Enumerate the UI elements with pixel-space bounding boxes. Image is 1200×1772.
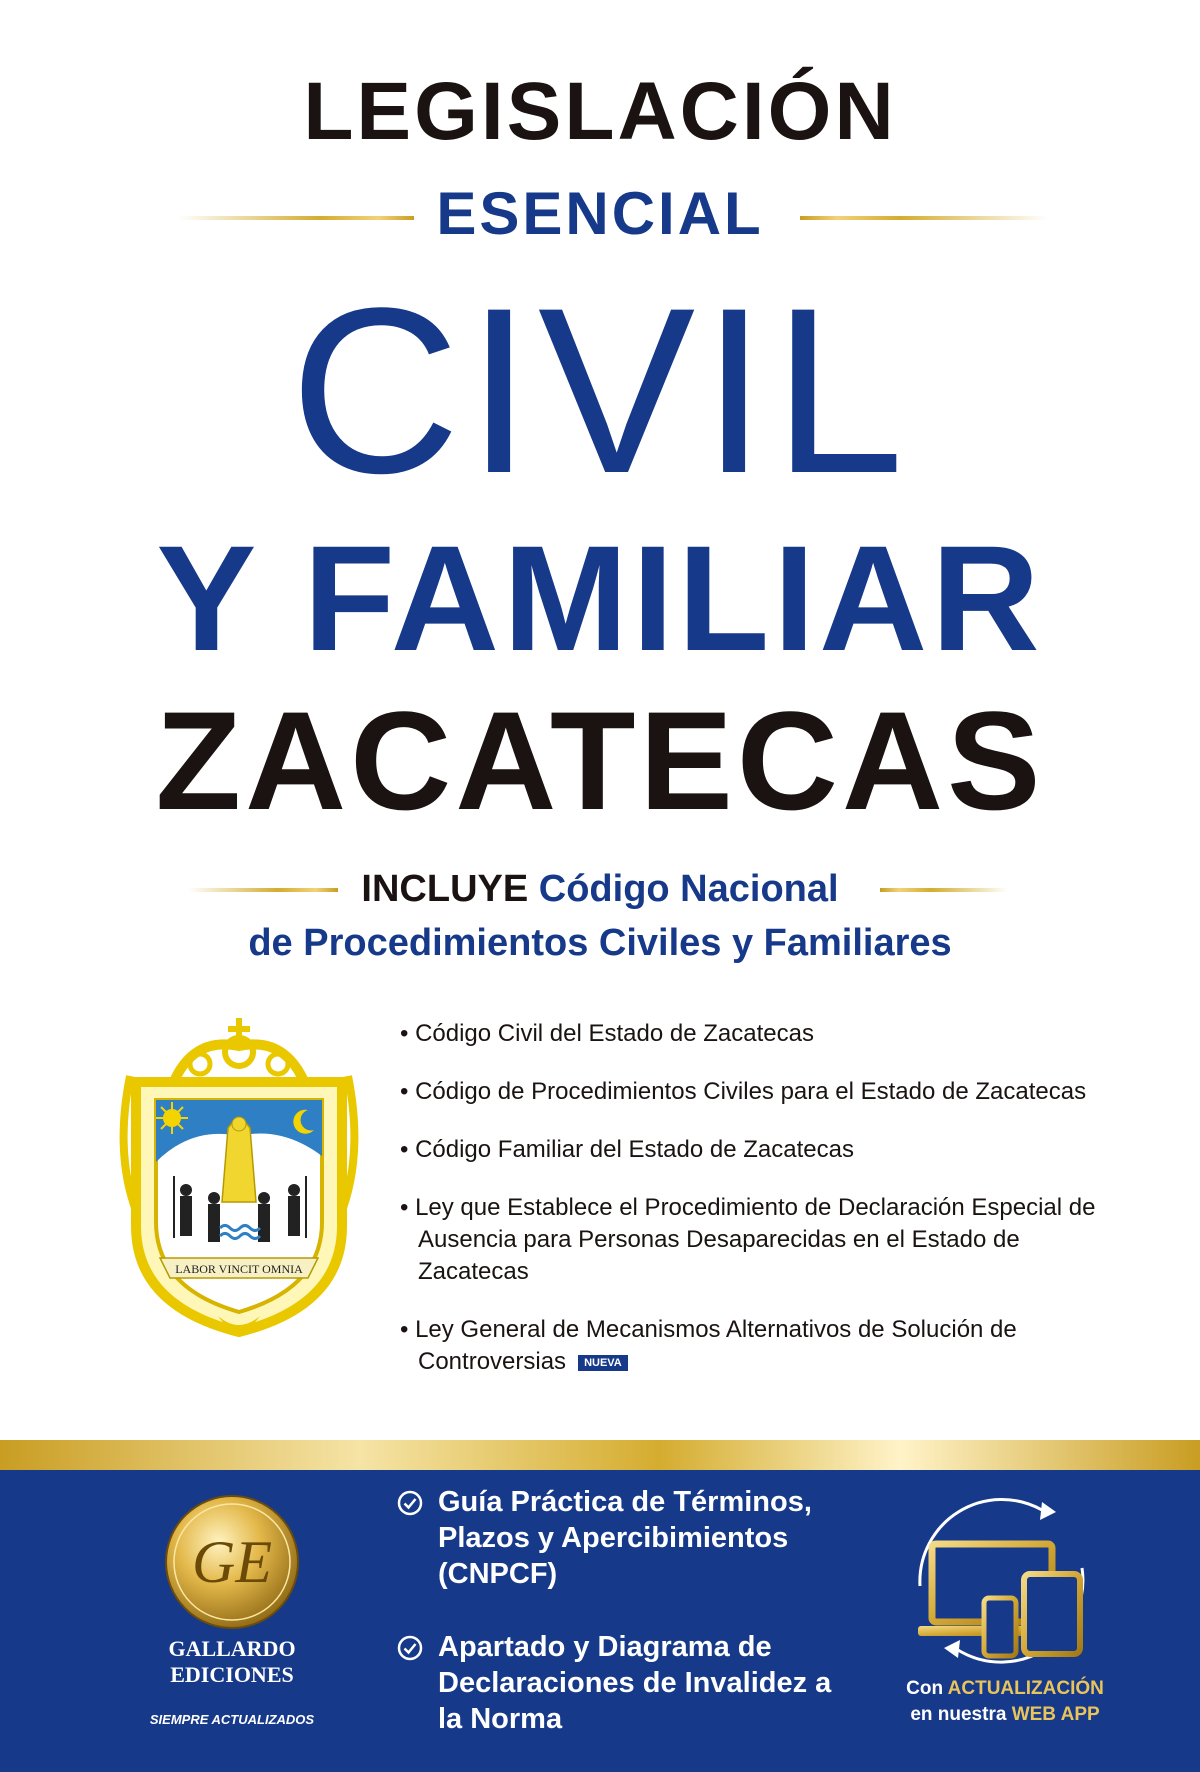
feature-guia	[400, 1484, 840, 1592]
gold-band	[0, 1440, 1200, 1470]
publisher-slogan: SIEMPRE ACTUALIZADOS	[149, 1712, 315, 1727]
publisher-name-line2: EDICIONES	[170, 1662, 294, 1687]
state-title: ZACATECAS	[155, 682, 1045, 839]
feature-apartado-text: Apartado y Diagrama de Declaraciones de Invalidez a la Norma	[438, 1631, 832, 1735]
list-item: • Ley que Establece el Procedimiento de Declaración Especial de Ausencia para Personas Desaparecidas en el Estado de Zacatecas	[400, 1194, 1096, 1285]
contents-list	[400, 1018, 1110, 1404]
feature-guia-text: Guía Práctica de Términos, Plazos y Apercibimientos (CNPCF)	[438, 1486, 812, 1590]
webapp-web-app: WEB APP	[1011, 1704, 1100, 1725]
publisher-logo-letters: GE	[192, 1529, 272, 1595]
feature-apartado	[400, 1629, 840, 1737]
publisher-name	[120, 1636, 344, 1688]
gold-divider-right	[800, 216, 1048, 220]
webapp-caption-line1	[870, 1676, 1140, 1702]
devices-sync-icon	[892, 1482, 1108, 1674]
webapp-actualizacion: ACTUALIZACIÓN	[947, 1678, 1104, 1699]
list-item	[400, 1314, 1110, 1378]
coat-of-arms-motto: LABOR VINCIT OMNIA	[175, 1262, 303, 1276]
check-circle-icon	[397, 1635, 423, 1661]
series-title: LEGISLACIÓN	[303, 66, 897, 157]
webapp-caption-line2	[870, 1702, 1140, 1728]
publisher-logo-icon	[164, 1494, 300, 1630]
main-title-familiar: Y FAMILIAR	[156, 514, 1044, 682]
new-badge: NUEVA	[578, 1355, 628, 1371]
list-item: • Código Familiar del Estado de Zacatecas	[400, 1136, 854, 1163]
webapp-con: Con	[906, 1678, 944, 1699]
check-circle-icon	[397, 1490, 423, 1516]
edition-title: ESENCIAL	[436, 180, 764, 247]
coat-of-arms	[112, 1016, 372, 1356]
incluye-prefix: INCLUYE	[361, 868, 529, 910]
webapp-caption	[870, 1676, 1140, 1728]
main-title-civil: CIVIL	[289, 259, 911, 523]
incluye-code-name: Código Nacional	[538, 868, 839, 910]
list-item-text: • Ley General de Mecanismos Alternativos de Solución de Controversias	[400, 1316, 1017, 1375]
list-item: • Código Civil del Estado de Zacatecas	[400, 1020, 814, 1047]
gold-divider-incluye-right	[880, 888, 1008, 892]
incluye-subheading: de Procedimientos Civiles y Familiares	[248, 922, 952, 964]
webapp-en-nuestra: en nuestra	[910, 1704, 1007, 1725]
incluye-heading	[0, 864, 1200, 914]
publisher-name-line1: GALLARDO	[168, 1636, 296, 1661]
list-item: • Código de Procedimientos Civiles para el Estado de Zacatecas	[400, 1078, 1087, 1105]
